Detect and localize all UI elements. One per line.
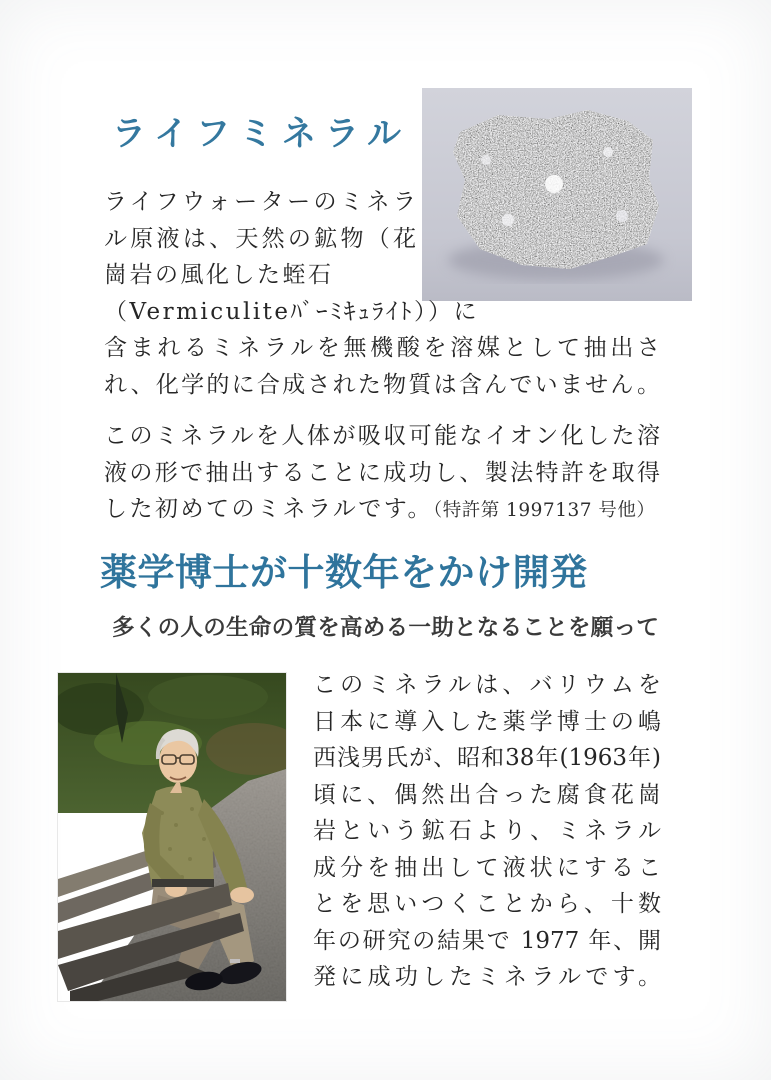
development-line: このミネラルは、バリウムを	[313, 672, 661, 698]
development-subheading: 多くの人の生命の質を高める一助となることを願って	[112, 615, 660, 641]
development-line: 頃に、偶然出合った腐食花崗	[313, 781, 661, 808]
development-heading: 薬学博士が十数年をかけ開発	[100, 550, 588, 594]
development-line: 日本に導入した薬学博士の嶋	[313, 708, 661, 735]
intro-line: ル原液は、天然の鉱物（花	[104, 225, 416, 252]
development-line: 西浅男氏が、昭和38年(1963年)	[313, 745, 661, 771]
patent-line	[104, 491, 660, 530]
patent-line: このミネラルを人体が吸収可能なイオン化した溶	[104, 423, 660, 449]
intro-line: （Vermiculiteﾊﾞｰﾐｷｭﾗｲﾄ））に	[104, 298, 480, 325]
intro-line: れ、化学的に合成された物質は含んでいません。	[104, 371, 660, 398]
development-line: 年の研究の結果で 1977 年、開	[313, 927, 661, 954]
patent-number-note: （特許第 1997137 号他）	[432, 500, 656, 521]
development-line: 発に成功したミネラルです。	[313, 964, 661, 990]
portrait-image	[58, 673, 286, 1001]
patent-paragraph	[104, 418, 660, 530]
patent-line: 液の形で抽出することに成功し、製法特許を取得	[104, 459, 660, 486]
intro-line: ライフウォーターのミネラ	[104, 189, 416, 215]
intro-line: 崗岩の風化した蛭石	[104, 262, 334, 288]
intro-paragraph	[104, 184, 660, 403]
development-line: とを思いつくことから、十数	[313, 891, 661, 917]
patent-line-main: した初めてのミネラルです。	[104, 496, 433, 522]
development-paragraph	[313, 667, 661, 996]
development-line: 岩という鉱石より、ミネラル	[313, 818, 661, 844]
intro-line: 含まれるミネラルを無機酸を溶媒として抽出さ	[104, 335, 660, 361]
developer-portrait-photo	[57, 672, 287, 1002]
page-title: ライフミネラル	[112, 114, 410, 154]
development-line: 成分を抽出して液状にするこ	[313, 854, 661, 881]
